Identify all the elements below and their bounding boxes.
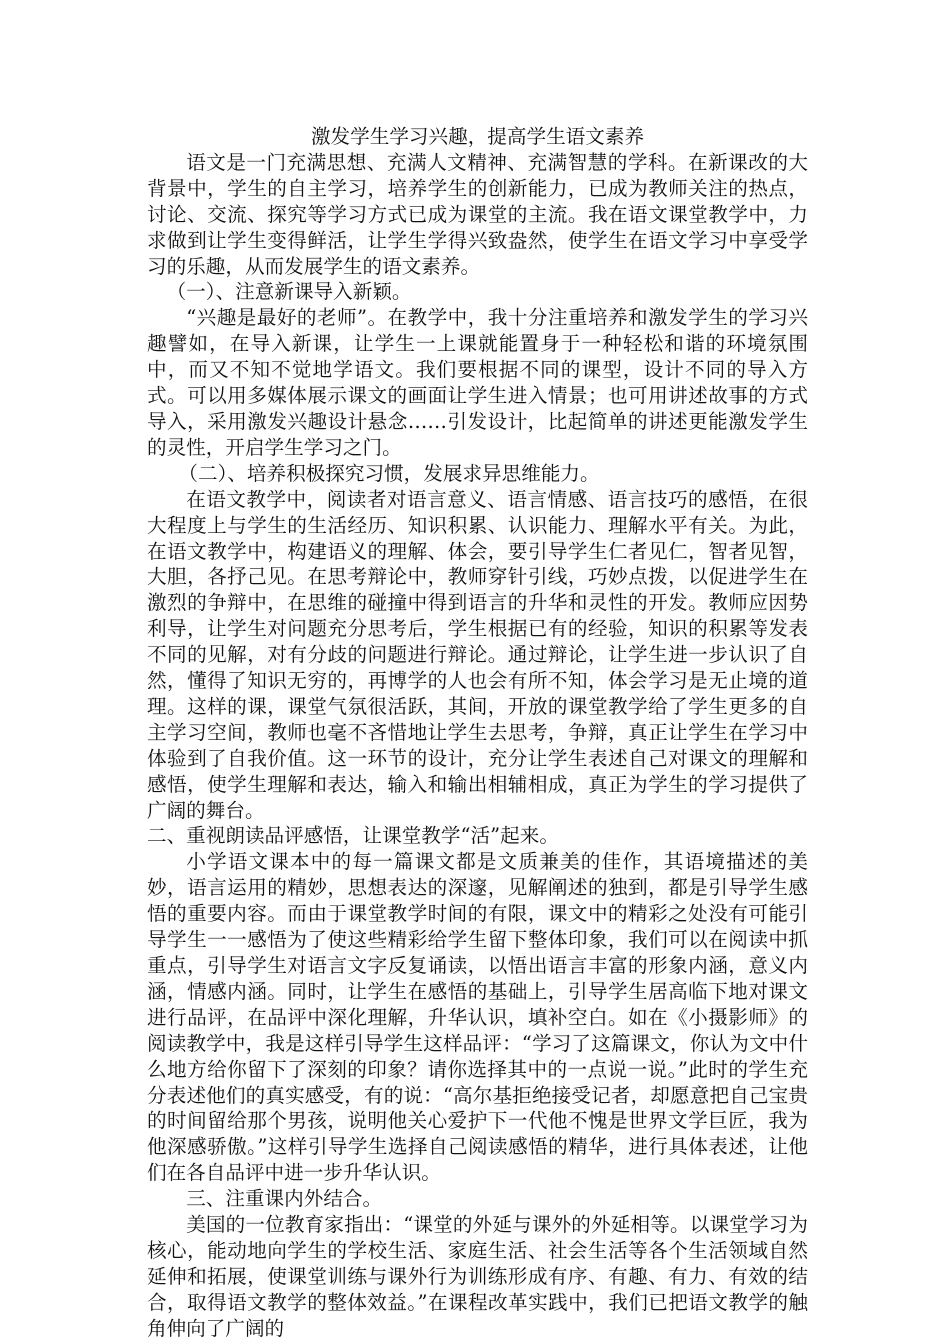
intro-paragraph: 语文是一门充满思想、充满人文精神、充满智慧的学科。在新课改的大背景中，学生的自主学习，培养学生的创新能力，已成为教师关注的热点，讨论、交流、探究等学习方式已成为课堂的主流。我在语文课堂教学中，力求做到让学生变得鲜活，让学生学得兴致盎然，使学生在语文学习中享受学习的乐趣，从而发展学生的语文素养。 xyxy=(147,150,808,278)
section-heading-3: 二、重视朗读品评感悟，让课堂教学“活”起来。 xyxy=(147,824,559,848)
section-body-1: “兴趣是最好的老师”。在教学中，我十分注重培养和激发学生的学习兴趣譬如，在导入新课，让学生一上课就能置身于一种轻松和谐的环境氛围中，而又不知不觉地学语文。我们要根据不同的课型，设计不同的导入方式。可以用多媒体展示课文的画面让学生进入情景；也可用讲述故事的方式导入，采用激发兴趣设计悬念……引发设计，比起简单的讲述更能激发学生的灵性，开启学生学习之门。 xyxy=(147,306,808,459)
section-heading-2: （二）、培养积极探究习惯，发展求异思维能力。 xyxy=(178,461,600,485)
section-body-2: 在语文教学中，阅读者对语言意义、语言情感、语言技巧的感悟，在很大程度上与学生的生活经历、知识积累、认识能力、理解水平有关。为此，在语文教学中，构建语义的理解、体会，要引导学生仁者见仁，智者见智，大胆，各抒己见。在思考辩论中，教师穿针引线，巧妙点拨，以促进学生在激烈的争辩中，在思维的碰撞中得到语言的升华和灵性的开发。教师应因势利导，让学生对问题充分思考后，学生根据已有的经验，知识的积累等发表不同的见解，对有分歧的问题进行辩论。通过辩论，让学生进一步认识了自然，懂得了知识无穷的，再博学的人也会有所不知，体会学习是无止境的道理。这样的课，课堂气氛很活跃，其间，开放的课堂教学给了学生更多的自主学习空间，教师也毫不吝惜地让学生去思考，争辩，真正让学生在学习中体验到了自我价值。这一环节的设计，充分让学生表述自己对课文的理解和感悟，使学生理解和表达，输入和输出相辅相成，真正为学生的学习提供了广阔的舞台。 xyxy=(147,487,808,822)
section-body-4: 美国的一位教育家指出：“课堂的外延与课外的外延相等。以课堂学习为核心，能动地向学生的学校生活、家庭生活、社会生活等各个生活领域自然延伸和拓展，使课堂训练与课外行为训练形成有序、有趣、有力、有效的结合，取得语文教学的整体效益。”在课程改革实践中，我们已把语文教学的触角伸向了广阔的 xyxy=(147,1213,808,1340)
document-page xyxy=(147,124,808,1342)
document-title: 激发学生学习兴趣，提高学生语文素养 xyxy=(310,125,645,148)
section-heading-1: （一）、注意新课导入新颖。 xyxy=(166,280,412,304)
section-heading-4: 三、注重课内外结合。 xyxy=(186,1187,383,1211)
section-body-3: 小学语文课本中的每一篇课文都是文质兼美的佳作，其语境描述的美妙，语言运用的精妙，思想表达的深邃，见解阐述的独到，都是引导学生感悟的重要内容。而由于课堂教学时间的有限，课文中的精彩之处没有可能引导学生一一感悟为了使这些精彩给学生留下整体印象，我们可以在阅读中抓重点，引导学生对语言文字反复诵读，以悟出语言丰富的形象内涵，意义内涵，情感内涵。同时，让学生在感悟的基础上，引导学生居高临下地对课文进行品评，在品评中深化理解，升华认识，填补空白。如在《小摄影师》的阅读教学中，我是这样引导学生这样品评：“学习了这篇课文，你认为文中什么地方给你留下了深刻的印象？请你选择其中的一点说一说。”此时的学生充分表述他们的真实感受，有的说：“高尔基拒绝接受记者，却愿意把自己宝贵的时间留给那个男孩，说明他关心爱护下一代他不愧是世界文学巨匠，我为他深感骄傲。”这样引导学生选择自己阅读感悟的精华，进行具体表述，让他们在各自品评中进一步升华认识。 xyxy=(147,850,808,1185)
